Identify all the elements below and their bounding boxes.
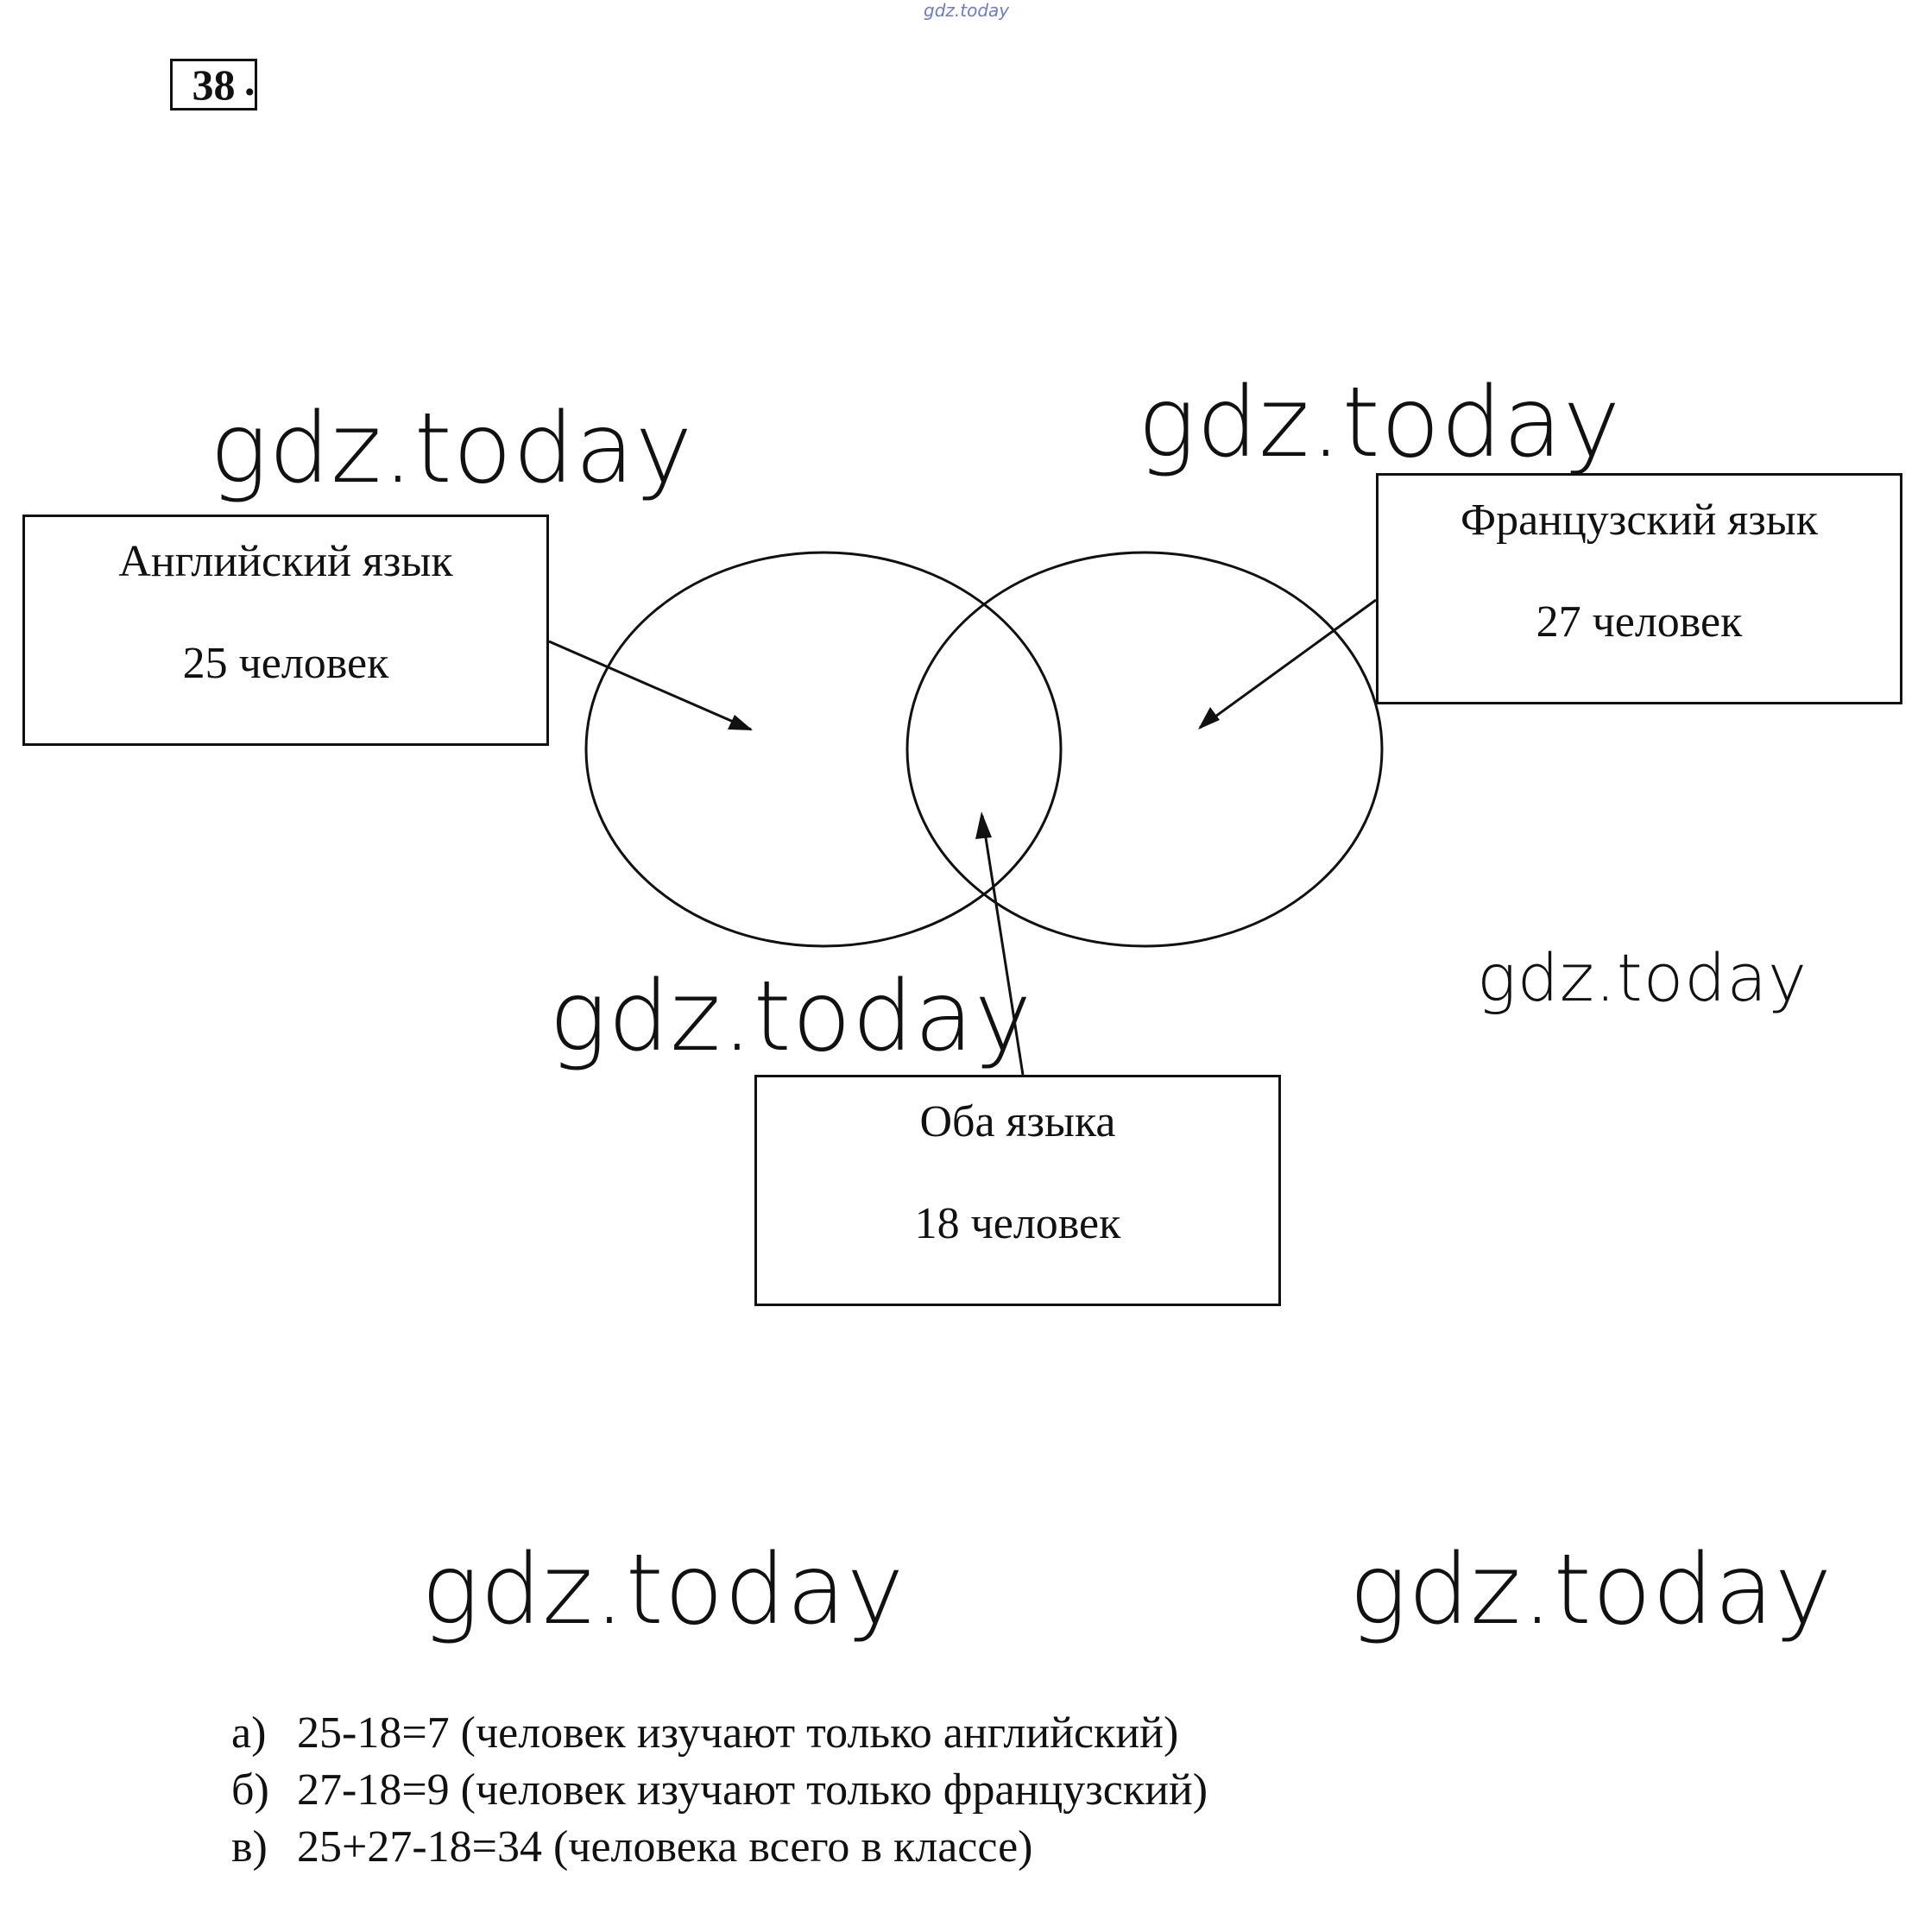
watermark-text: gdz.today	[1477, 939, 1808, 1016]
watermark-text: gdz.today	[1138, 367, 1622, 479]
answer-label: а)	[231, 1708, 267, 1758]
english-arrowhead	[728, 715, 753, 730]
problem-number-dot: .	[244, 56, 256, 104]
english-box	[22, 515, 549, 746]
answer-text: 25-18=7 (человек изучают только английский)	[297, 1708, 1179, 1758]
watermark-text: gdz.today	[1349, 1534, 1833, 1646]
watermark-text: gdz.today	[210, 393, 694, 505]
watermark-text: gdz.today	[549, 961, 1033, 1073]
answer-label: в)	[231, 1822, 268, 1872]
answer-row	[231, 1762, 1208, 1819]
french-arrowhead	[1198, 707, 1220, 729]
both-arrow	[982, 816, 1023, 1075]
answer-row	[231, 1705, 1208, 1762]
both-box-title: Оба языка	[919, 1097, 1116, 1146]
french-box-count: 27 человек	[1536, 597, 1743, 647]
french-box	[1376, 473, 1902, 704]
french-circle	[907, 552, 1382, 946]
both-arrowhead	[975, 811, 992, 839]
english-circle	[586, 552, 1061, 946]
problem-number: 38	[170, 59, 257, 110]
both-box-count: 18 человек	[914, 1199, 1121, 1248]
answer-text: 27-18=9 (человек изучают только французский)	[297, 1765, 1208, 1815]
answer-row	[231, 1819, 1208, 1876]
answer-list	[231, 1705, 1208, 1876]
french-arrow	[1200, 600, 1376, 728]
both-box	[754, 1075, 1281, 1306]
watermark-text: gdz.today	[421, 1534, 905, 1646]
header-watermark: gdz.today	[924, 0, 1010, 21]
french-box-title: Французский язык	[1460, 496, 1819, 545]
answer-label: б)	[231, 1765, 269, 1815]
answer-text: 25+27-18=34 (человека всего в классе)	[297, 1822, 1033, 1872]
english-arrow	[549, 641, 751, 729]
english-box-count: 25 человек	[182, 639, 389, 688]
english-box-title: Английский язык	[118, 537, 453, 586]
